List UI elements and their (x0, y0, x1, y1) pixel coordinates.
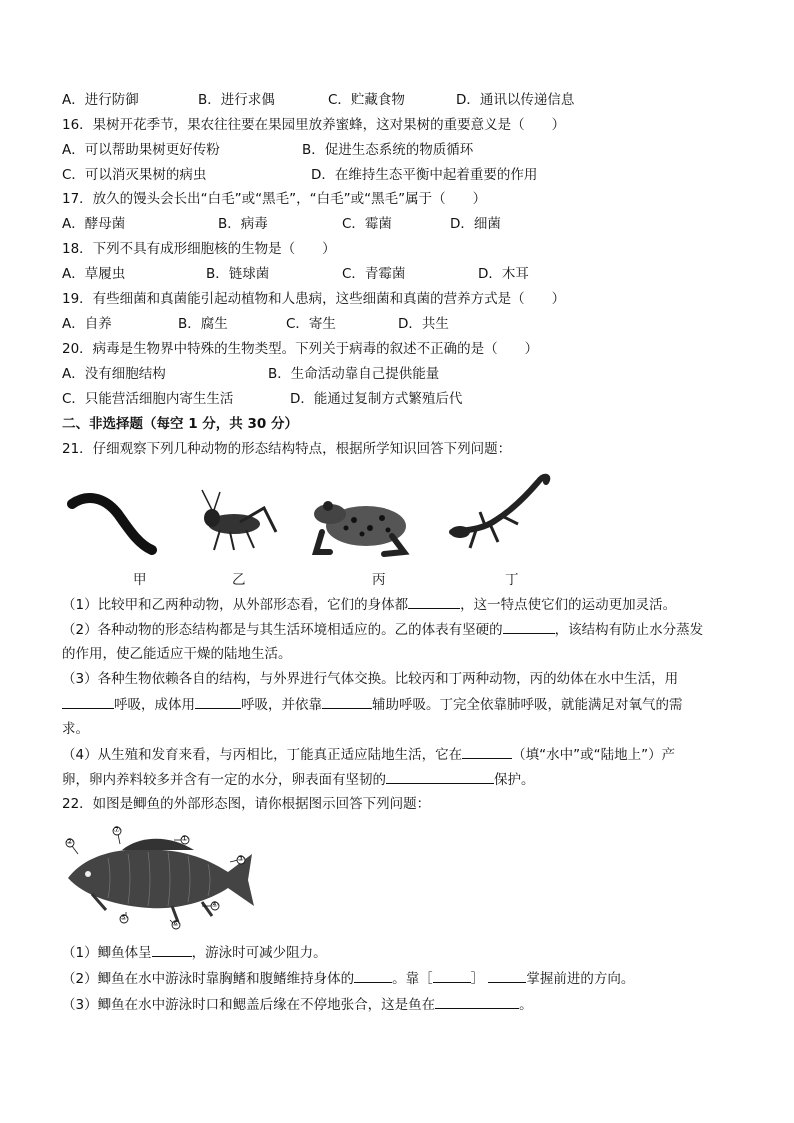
fish-label-layer (62, 824, 262, 930)
q16-option-a[interactable]: A．可以帮助果树更好传粉 (62, 142, 220, 158)
frog-figure (308, 488, 412, 558)
q19-option-a[interactable]: A．自养 (62, 316, 112, 332)
earthworm-figure (66, 466, 162, 558)
q21-blank-4[interactable] (195, 694, 241, 709)
q21-part1-text-a: （1）比较甲和乙两种动物，从外部形态看，它们的身体都 (62, 597, 409, 613)
q22-part1-text-b: ，游泳时可减少阻力。 (191, 945, 327, 961)
q16-option-d[interactable]: D．在维持生态平衡中起着重要的作用 (311, 167, 538, 183)
label-yi: 乙 (232, 572, 246, 588)
q18-option-b[interactable]: B．链球菌 (206, 266, 270, 282)
q21-part3-text-c: 呼吸，并依靠 (241, 697, 322, 713)
grasshopper-figure (190, 486, 280, 556)
q22-part3 (62, 994, 533, 1015)
q22-blank-1[interactable] (152, 942, 192, 957)
q21-blank-6[interactable] (462, 744, 512, 759)
label-ding: 丁 (505, 572, 519, 588)
q21-part1 (62, 594, 676, 615)
q22-part2-text-b: 。靠［ (392, 971, 433, 987)
q20-option-a[interactable]: A．没有细胞结构 (62, 366, 166, 382)
q22-part2 (62, 968, 634, 989)
q16-option-c[interactable]: C．可以消灭果树的病虫 (62, 167, 207, 183)
q17-option-d[interactable]: D．细菌 (450, 216, 501, 232)
q22-part2-text-c: ］ (470, 971, 485, 987)
q21-part4-text-a: （4）从生殖和发育来看，与丙相比，丁能真正适应陆地生活，它在 (62, 747, 463, 763)
fish-label-1: ① (181, 834, 189, 843)
q22-blank-2[interactable] (354, 968, 392, 983)
label-jia: 甲 (133, 572, 147, 588)
label-bing: 丙 (372, 572, 386, 588)
q21-part3-cont (62, 694, 683, 715)
q21-blank-2[interactable] (503, 619, 555, 634)
fish-label-3: ③ (237, 854, 245, 863)
q22-blank-4[interactable] (488, 968, 526, 983)
q22-part1 (62, 942, 327, 963)
q21-part4-text-c: 卵，卵内养料较多并含有一定的水分，卵表面有坚韧的 (62, 772, 386, 788)
q20-option-c[interactable]: C．只能营活细胞内寄生生活 (62, 391, 234, 407)
q17-option-c[interactable]: C．霉菌 (342, 216, 392, 232)
lizard-figure (446, 468, 554, 560)
q20-option-d[interactable]: D．能通过复制方式繁殖后代 (290, 391, 463, 407)
q18-option-d[interactable]: D．木耳 (478, 266, 529, 282)
q15-option-c[interactable]: C．贮藏食物 (328, 92, 405, 108)
q22-blank-3[interactable] (433, 968, 471, 983)
q19-stem: 19．有些细菌和真菌能引起动植物和人患病，这些细菌和真菌的营养方式是（ ） (62, 291, 566, 307)
q21-part3-text-b: 呼吸，成体用 (114, 697, 195, 713)
q17-option-b[interactable]: B．病毒 (218, 216, 268, 232)
section-heading: 二、非选择题（每空 1 分，共 30 分） (62, 416, 298, 432)
q18-option-a[interactable]: A．草履虫 (62, 266, 126, 282)
q22-part3-text-a: （3）鲫鱼在水中游泳时口和鳃盖后缘在不停地张合，这是鱼在 (62, 997, 436, 1013)
q15-option-d[interactable]: D．通讯以传递信息 (456, 92, 575, 108)
q18-stem: 18．下列不具有成形细胞核的生物是（ ） (62, 241, 336, 257)
q21-blank-1[interactable] (408, 594, 460, 609)
q21-part3-text-d: 辅助呼吸。丁完全依靠肺呼吸，就能满足对氧气的需 (372, 697, 683, 713)
q21-part3: （3）各种生物依赖各自的结构，与外界进行气体交换。比较丙和丁两种动物，丙的幼体在水中生活，用 (62, 671, 679, 687)
q22-part2-text-a: （2）鲫鱼在水中游泳时靠胸鳍和腹鳍维持身体的 (62, 971, 355, 987)
q17-option-a[interactable]: A．酵母菌 (62, 216, 126, 232)
q21-blank-7[interactable] (386, 769, 494, 784)
q21-part2-cont: 的作用，使乙能适应干燥的陆地生活。 (62, 646, 292, 662)
q21-part4-text-b: （填“水中”或“陆地上”）产 (512, 747, 676, 763)
q20-stem: 20．病毒是生物界中特殊的生物类型。下列关于病毒的叙述不正确的是（ ） (62, 341, 539, 357)
fish-label-7: ⑦ (113, 825, 121, 834)
q21-part4-cont (62, 769, 535, 790)
q21-part3-end: 求。 (62, 721, 89, 737)
q21-part2 (62, 619, 703, 640)
q22-stem: 22．如图是鲫鱼的外部形态图，请你根据图示回答下列问题： (62, 796, 431, 812)
q22-part3-text-b: 。 (519, 997, 533, 1013)
q21-part2-text-a: （2）各种动物的形态结构都是与其生活环境相适应的。乙的体表有坚硬的 (62, 622, 503, 638)
q19-option-b[interactable]: B．腐生 (178, 316, 228, 332)
q16-option-b[interactable]: B．促进生态系统的物质循环 (302, 142, 474, 158)
q17-stem: 17．放久的馒头会长出“白毛”或“黑毛”，“白毛”或“黑毛”属于（ ） (62, 191, 487, 207)
fish-label-4: ④ (211, 900, 219, 909)
q16-stem: 16．果树开花季节，果农往往要在果园里放养蜜蜂，这对果树的重要意义是（ ） (62, 117, 566, 133)
q21-blank-5[interactable] (322, 694, 372, 709)
q21-part4 (62, 744, 675, 765)
q22-part1-text-a: （1）鲫鱼体呈 (62, 945, 152, 961)
q21-stem: 21．仔细观察下列几种动物的形态结构特点，根据所学知识回答下列问题： (62, 441, 512, 457)
q19-option-c[interactable]: C．寄生 (286, 316, 336, 332)
q21-part1-text-b: ，这一特点使它们的运动更加灵活。 (460, 597, 677, 613)
q15-option-b[interactable]: B．进行求偶 (198, 92, 275, 108)
q21-blank-3[interactable] (62, 694, 114, 709)
q18-option-c[interactable]: C．青霉菌 (342, 266, 406, 282)
q21-part2-text-b: ，该结构有防止水分蒸发 (554, 622, 704, 638)
q22-part2-text-d: 掌握前进的方向。 (526, 971, 635, 987)
q19-option-d[interactable]: D．共生 (398, 316, 449, 332)
fish-label-6: ⑥ (172, 919, 180, 928)
q21-part4-text-d: 保护。 (494, 772, 535, 788)
q20-option-b[interactable]: B．生命活动靠自己提供能量 (268, 366, 440, 382)
fish-label-2: ② (66, 837, 74, 846)
q22-blank-5[interactable] (435, 994, 519, 1009)
q15-option-a[interactable]: A．进行防御 (62, 92, 139, 108)
fish-label-5: ⑤ (120, 913, 128, 922)
